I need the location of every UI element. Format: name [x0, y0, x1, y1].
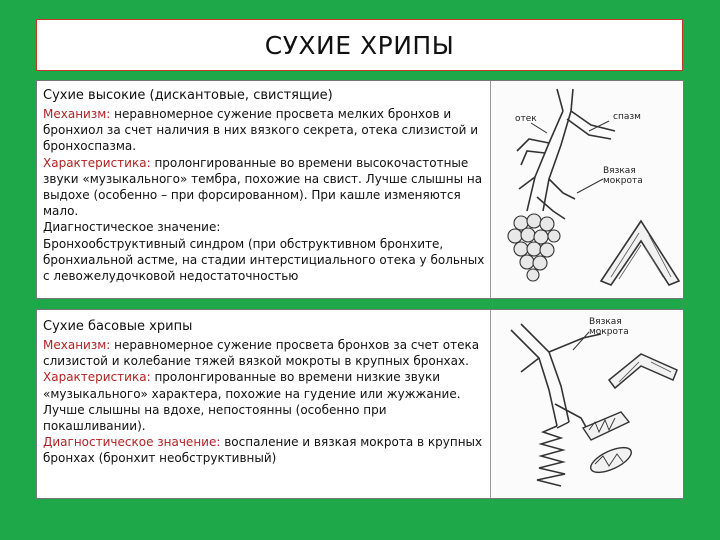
- bronchus-oval: [587, 443, 634, 478]
- low-characteristic: [43, 369, 489, 434]
- bronchus-chevron: [601, 221, 679, 285]
- high-mechanism: [43, 106, 489, 155]
- high-diagnostic-label: Диагностическое значение:: [43, 220, 221, 235]
- low-mechanism-label: Механизм:: [43, 338, 111, 352]
- high-rales-figure: [490, 81, 683, 298]
- high-rales-heading: Сухие высокие (дискантовые, свистящие): [43, 88, 333, 103]
- low-mechanism: [43, 337, 489, 369]
- low-characteristic-label: Характеристика:: [43, 370, 151, 385]
- high-rales-text: [43, 87, 489, 284]
- high-mechanism-label: Механизм:: [43, 107, 111, 121]
- bronchus-section-strands: [583, 412, 629, 440]
- bronchi-illustration-low: [491, 310, 683, 498]
- figure-label-edema: отек: [515, 114, 537, 124]
- low-rales-text: [43, 318, 489, 467]
- low-diagnostic-text: воспаление и вязкая мокрота в крупных бронхах (бронхит необструктивный): [43, 435, 483, 466]
- high-mechanism-text: неравномерное сужение просвета мелких бронхов и бронхиол за счет наличия в них вязкого секрета, отека слизистой и бронхоспазма.: [43, 107, 479, 154]
- low-rales-figure: [490, 310, 683, 498]
- figure-label-spasm: спазм: [613, 112, 641, 122]
- low-mechanism-text: неравномерное сужение просвета бронхов за счет отека слизистой и колебание тяжей вязкой мокроты в крупных бронхах.: [43, 338, 480, 369]
- high-diagnostic-text: Бронхообструктивный синдром (при обструктивном бронхите, бронхиальной астме, на стадии интерстициального отека у больных с левожелудочковой недостаточностью: [43, 236, 485, 284]
- bronchus-v-shape: [609, 354, 677, 388]
- figure-label-viscous: Вязкая: [603, 166, 636, 176]
- figure-label-sputum-low: мокрота: [589, 327, 629, 337]
- high-rales-panel: [36, 80, 684, 299]
- low-diagnostic: [43, 434, 489, 466]
- low-rales-heading: Сухие басовые хрипы: [43, 319, 193, 334]
- high-characteristic: [43, 155, 489, 220]
- high-characteristic-text: пролонгированные во времени высокочастотные звуки «музыкального» тембра, похожие на свист. Лучше слышны на выдохе (особенно – при форсированном). При кашле изменяются мало.: [43, 155, 483, 219]
- low-rales-panel: [36, 309, 684, 499]
- bronchi-illustration-high: [491, 81, 683, 298]
- alveoli-cluster: [508, 214, 560, 281]
- page-title: СУХИЕ ХРИПЫ: [264, 30, 455, 60]
- figure-label-viscous-low: Вязкая: [589, 317, 622, 327]
- low-characteristic-text: пролонгированные во времени низкие звуки «музыкального» характера, похожие на гудение или жужжание. Лучше слышны на вдохе, непостоянны (особенно при покашливании).: [43, 370, 461, 434]
- low-diagnostic-label: Диагностическое значение:: [43, 435, 221, 450]
- figure-label-sputum: мокрота: [603, 176, 643, 186]
- high-characteristic-label: Характеристика:: [43, 155, 151, 170]
- sputum-strand: [537, 422, 569, 486]
- title-box: [36, 19, 683, 71]
